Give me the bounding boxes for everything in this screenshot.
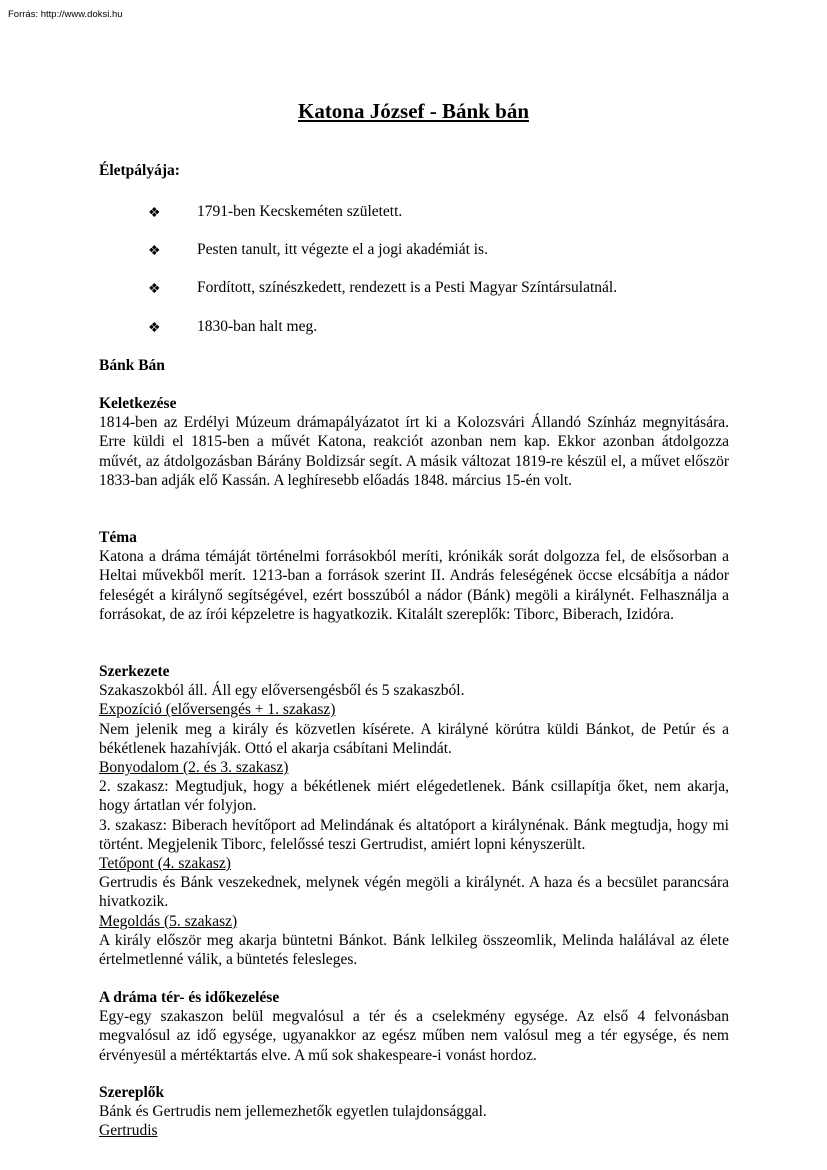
diamond-bullet-icon: ❖	[148, 282, 161, 297]
life-item: 1830-ban halt meg.	[197, 318, 318, 335]
source-note: Forrás: http://www.doksi.hu	[8, 9, 123, 20]
characters-text: Bánk és Gertrudis nem jellemezhetők egyetlen tulajdonsággal.	[99, 1103, 487, 1121]
page-title: Katona József - Bánk bán	[297, 99, 530, 123]
resolution-text: A király először meg akarja büntetni Bánkot. Bánk lelkileg összeomlik, Melinda halálával az élete értelmetlenné válik, a büntetés felesleges.	[99, 931, 729, 969]
characters-section	[99, 1083, 729, 1141]
structure-section	[99, 662, 729, 969]
origin-section	[99, 394, 729, 490]
diamond-bullet-icon: ❖	[148, 321, 161, 336]
life-heading: Életpályája:	[99, 162, 180, 179]
life-item: Pesten tanult, itt végezte el a jogi akadémiát is.	[197, 241, 488, 258]
origin-text: 1814-ben az Erdélyi Múzeum drámapályázatot írt ki a Kolozsvári Állandó Színház megnyitására. Erre küldi el 1815-ben a művét Katona, reakciót azonban nem kap. Ekkor azonban átdolgozza művét, az átdolgozásban Bárány Boldizsár segít. A másik változat 1819-re készül el, a művet először 1833-ban adják elő Kassán. A leghíresebb előadás 1848. március 15-én volt.	[99, 414, 729, 489]
complication-label: Bonyodalom (2. és 3. szakasz)	[99, 759, 289, 777]
theme-section	[99, 528, 729, 624]
space-time-heading: A dráma tér- és időkezelése	[99, 989, 280, 1006]
diamond-bullet-icon: ❖	[148, 206, 161, 221]
complication-text-1: 2. szakasz: Megtudjuk, hogy a békétlenek miért elégedetlenek. Bánk csillapítja őket, nem akarja, hogy ártatlan vér folyjon.	[99, 778, 729, 815]
life-item: Fordított, színészkedett, rendezett is a Pesti Magyar Színtársulatnál.	[197, 279, 618, 296]
theme-heading: Téma	[99, 529, 137, 546]
characters-heading: Szereplők	[99, 1084, 165, 1101]
work-title: Bánk Bán	[99, 357, 165, 374]
theme-text: Katona a dráma témáját történelmi forrásokból meríti, krónikák sorát dolgozza fel, de elsősorban a Heltai művekből merít. 1213-ban a források szerint II. András feleségének öccse elcsábítja a nádor feleségét a királynő segítségével, ezért bosszúból a nádor (Bánk) megöli a királynét. Felhasználja a forrásokat, de az írói képzeletre is hagyatkozik. Kitalált szereplők: Tiborc, Biberach, Izidóra.	[99, 548, 729, 623]
space-time-section	[99, 988, 729, 1065]
resolution-label: Megoldás (5. szakasz)	[99, 912, 238, 930]
climax-text: Gertrudis és Bánk veszekednek, melynek végén megöli a királynét. A haza és a becsület parancsára hivatkozik.	[99, 874, 729, 911]
exposition-label: Expozíció (előversengés + 1. szakasz)	[99, 701, 336, 719]
climax-label: Tetőpont (4. szakasz)	[99, 855, 231, 873]
complication-text-2: 3. szakasz: Biberach hevítőport ad Melindának és altatóport a királynénak. Bánk megtudja, hogy mi történt. Megjelenik Tiborc, felelőssé teszi Gertrudist, amiért lopni kényszerült.	[99, 816, 729, 853]
life-item: 1791-ben Kecskeméten született.	[197, 203, 403, 220]
diamond-bullet-icon: ❖	[148, 244, 161, 259]
origin-heading: Keletkezése	[99, 395, 177, 412]
space-time-text: Egy-egy szakaszon belül megvalósul a tér és a cselekmény egysége. Az első 4 felvonásban megvalósul az idő egysége, ugyanakkor az egész műben nem valósul meg a tér egysége, és nem érvényesül a mértéktartás elve. A mű sok shakespeare-i vonást hordoz.	[99, 1008, 729, 1064]
exposition-text: Nem jelenik meg a király és közvetlen kísérete. A királyné körútra küldi Bánkot, de Petúr és a békétlenek hazahívják. Ottó el akarja csábítani Melindát.	[99, 720, 729, 757]
structure-heading: Szerkezete	[99, 663, 170, 680]
gertrudis-label: Gertrudis	[99, 1122, 158, 1140]
structure-intro: Szakaszokból áll. Áll egy előversengésből és 5 szakaszból.	[99, 682, 465, 700]
